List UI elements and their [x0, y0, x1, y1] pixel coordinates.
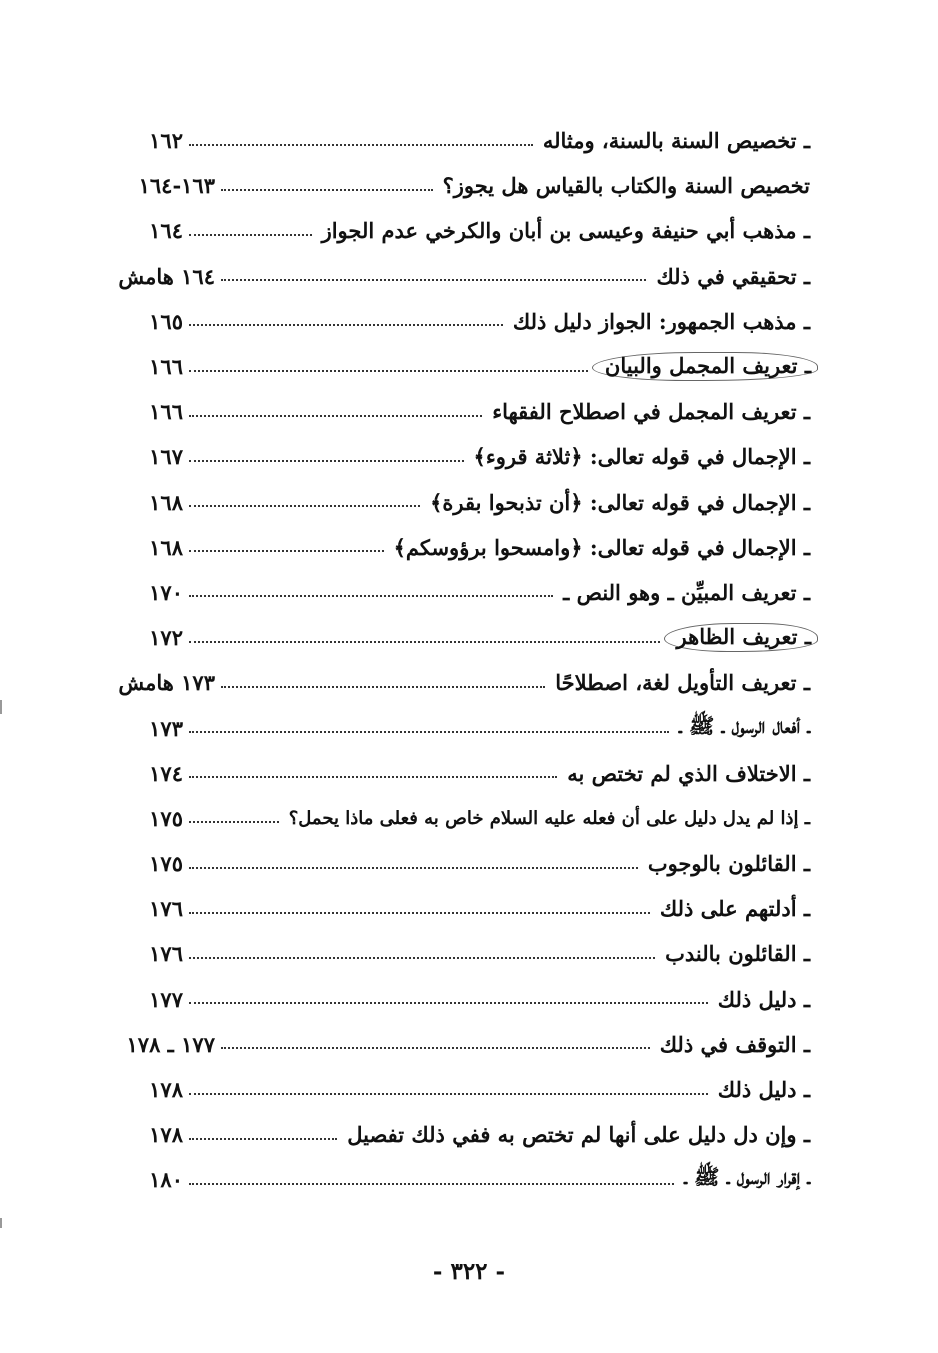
toc-entry-title: ـ الإجمال في قوله تعالى: ﴿وامسحوا برؤوسكم﴾ — [393, 534, 810, 560]
toc-entry-title: ـ الإجمال في قوله تعالى: ﴿ثلاثة قروء﴾ — [473, 444, 810, 470]
leader-dots — [189, 821, 279, 823]
leader-dots — [189, 324, 503, 326]
leader-dots — [189, 370, 588, 372]
leader-dots — [189, 595, 553, 597]
toc-page-number: ١٧٣ هامش — [118, 670, 215, 696]
toc-row — [65, 570, 810, 615]
toc-page-number: ١٦٤ هامش — [118, 263, 215, 289]
leader-dots — [189, 460, 464, 462]
toc-row — [65, 1022, 810, 1067]
toc-row — [65, 389, 810, 434]
toc-page-number: ١٧٥ — [149, 805, 183, 831]
toc-row — [65, 254, 810, 299]
toc-row — [65, 841, 810, 886]
toc-entry-title: ـ مذهب الجمهور: الجواز دليل ذلك — [512, 308, 810, 334]
toc-page-number: ١٦٦ — [149, 354, 183, 380]
toc-page-number: ١٦٧ — [149, 444, 183, 470]
toc-page-number: ١٦٨ — [149, 534, 183, 560]
toc-row — [65, 118, 810, 163]
toc-entry-title: ـ الاختلاف الذي لم تختص به — [567, 760, 810, 786]
toc-page-number: ١٧٤ — [149, 760, 183, 786]
toc-page-number: ١٧٢ — [149, 625, 183, 651]
toc-page-number: ١٦٣-١٦٤ — [138, 173, 215, 199]
toc-page-number: ١٧٦ — [149, 941, 183, 967]
toc-entry-title: ـ القائلون بالوجوب — [647, 851, 810, 877]
toc-page-number: ١٦٥ — [149, 308, 183, 334]
toc-entry-title: ـ الإجمال في قوله تعالى: ﴿أن تذبحوا بقرة﴾ — [430, 489, 810, 515]
scan-mark — [0, 700, 2, 714]
toc-entry-title: ـ تعريف المجمل في اصطلاح الفقهاء — [492, 399, 810, 425]
toc-page-number: ١٧٣ — [149, 715, 183, 741]
toc-entry-title: ـ تعريف المجمل والبيان — [592, 352, 818, 381]
toc-row — [65, 1112, 810, 1157]
toc-row — [65, 525, 810, 570]
toc-row — [65, 1157, 810, 1202]
leader-dots — [221, 279, 646, 281]
toc-entry-title: ـ دليل ذلك — [717, 986, 810, 1012]
toc-row — [65, 977, 810, 1022]
toc-row — [65, 344, 810, 389]
toc-page-number: ١٦٢ — [149, 128, 183, 154]
toc-row — [65, 163, 810, 208]
toc-page-number: ١٧٨ — [149, 1077, 183, 1103]
toc-row — [65, 886, 810, 931]
toc-page-number: ١٧٥ — [149, 851, 183, 877]
leader-dots — [221, 1047, 650, 1049]
toc-entry-title: ـ تعريف التأويل لغة، اصطلاحًا — [555, 670, 810, 696]
toc-entry-title: ـ مذهب أبي حنيفة وعيسى بن أبان والكرخي عدم الجواز — [321, 218, 810, 244]
leader-dots — [189, 912, 650, 914]
toc-page-number: ١٧٧ ـ ١٧٨ — [126, 1031, 215, 1057]
toc-page-number: ١٧٦ — [149, 896, 183, 922]
toc-entry-title: ـ تحقيقي في ذلك — [656, 263, 810, 289]
leader-dots — [189, 144, 533, 146]
toc-entry-title: تخصيص السنة والكتاب بالقياس هل يجوز؟ — [442, 173, 810, 199]
toc-row — [65, 208, 810, 253]
toc-page-number: ١٦٤ — [149, 218, 183, 244]
toc-entry-title: ـ دليل ذلك — [717, 1077, 810, 1103]
toc-row — [65, 299, 810, 344]
toc-entry-title: ـ أفعال الرسول ـ ﷺ ـ — [679, 712, 810, 738]
leader-dots — [189, 234, 312, 236]
leader-dots — [189, 1138, 337, 1140]
toc-entry-title: ـ تعريف الظاهر — [664, 623, 818, 652]
leader-dots — [189, 867, 638, 869]
leader-dots — [189, 641, 660, 643]
toc-entry-title: ـ التوقف في ذلك — [659, 1031, 810, 1057]
table-of-contents — [65, 118, 810, 1203]
leader-dots — [189, 415, 482, 417]
toc-entry-title: ـ وإن دل دليل على أنها لم تختص به ففي ذلك تفصيل — [347, 1122, 810, 1148]
toc-row — [65, 434, 810, 479]
leader-dots — [189, 550, 384, 552]
leader-dots — [189, 1093, 708, 1095]
toc-page-number: ١٧٧ — [149, 986, 183, 1012]
toc-row — [65, 615, 810, 660]
leader-dots — [221, 686, 545, 688]
leader-dots — [189, 776, 557, 778]
leader-dots — [189, 1183, 674, 1185]
toc-page-number: ١٦٦ — [149, 399, 183, 425]
toc-entry-title: ـ القائلون بالندب — [665, 941, 810, 967]
toc-page-number: ١٨٠ — [149, 1167, 183, 1193]
toc-page-number: ١٧٨ — [149, 1122, 183, 1148]
toc-row — [65, 1067, 810, 1112]
leader-dots — [189, 731, 669, 733]
leader-dots — [189, 505, 420, 507]
toc-row — [65, 480, 810, 525]
toc-entry-title: ـ إقرار الرسول ـ ﷺ ـ — [684, 1164, 810, 1190]
toc-row — [65, 751, 810, 796]
toc-entry-title: ـ أدلتهم على ذلك — [659, 896, 810, 922]
scan-mark — [0, 1218, 2, 1228]
leader-dots — [221, 189, 433, 191]
toc-page-number: ١٧٠ — [149, 579, 183, 605]
toc-row — [65, 705, 810, 750]
leader-dots — [189, 1002, 708, 1004]
toc-entry-title: ـ تعريف المبيِّن ـ وهو النص ـ — [563, 579, 810, 605]
toc-row — [65, 660, 810, 705]
toc-entry-title: ـ إذا لم يدل دليل على أن فعله عليه السلام خاص به فعلى ماذا يحمل؟ — [288, 807, 810, 829]
toc-row — [65, 796, 810, 841]
toc-row — [65, 931, 810, 976]
toc-entry-title: ـ تخصيص السنة بالسنة، ومثاله — [542, 128, 810, 154]
page-number: - ٣٢٢ - — [432, 1258, 506, 1285]
toc-page-number: ١٦٨ — [149, 489, 183, 515]
leader-dots — [189, 957, 655, 959]
